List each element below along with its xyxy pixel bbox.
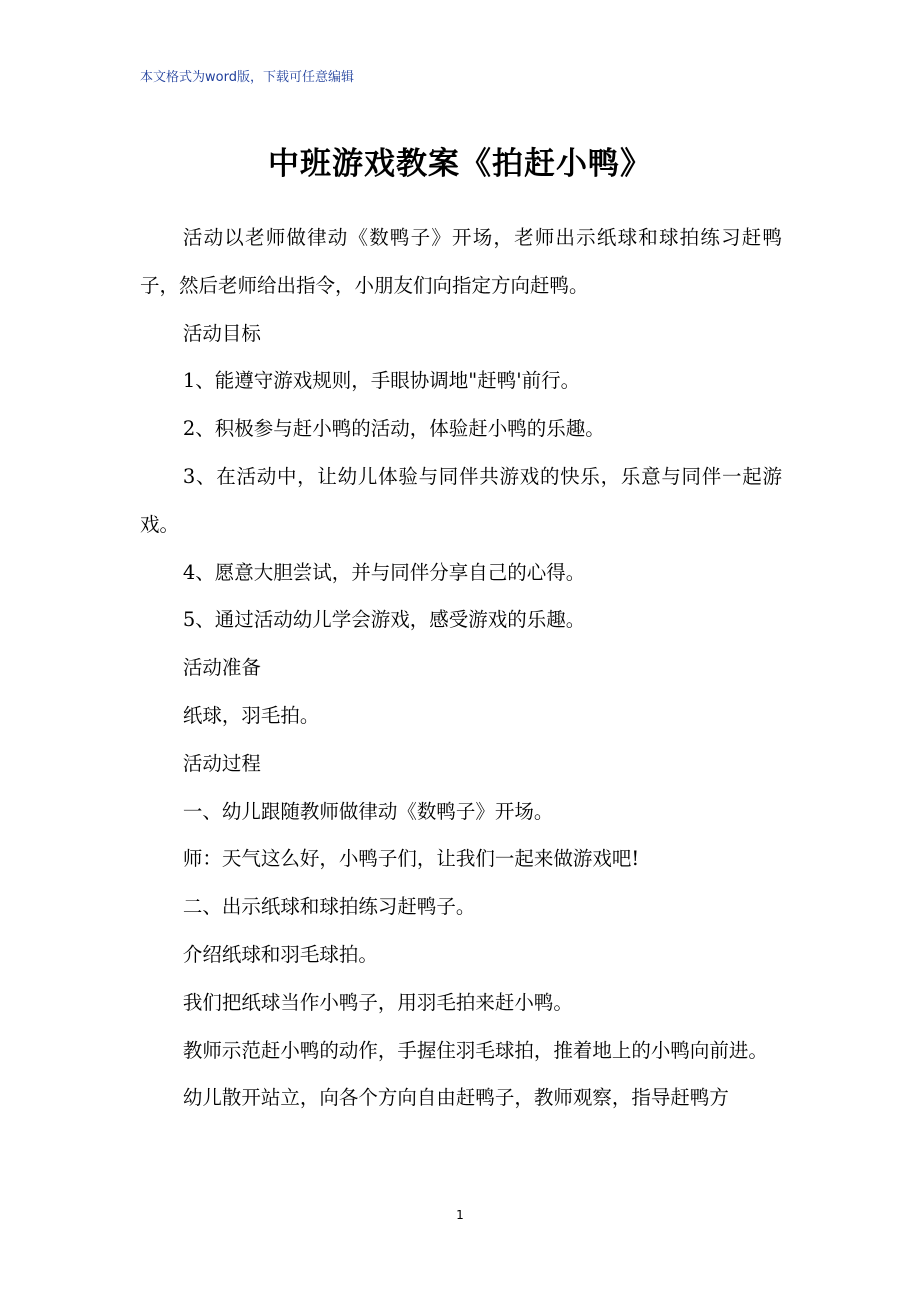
process-step: 教师示范赶小鸭的动作，手握住羽毛球拍，推着地上的小鸭向前进。 <box>182 1038 768 1062</box>
process-step: 我们把纸球当作小鸭子，用羽毛拍来赶小鸭。 <box>182 990 573 1014</box>
document-title: 中班游戏教案《拍赶小鸭》 <box>268 146 652 182</box>
goal-item: 5、通过活动幼儿学会游戏，感受游戏的乐趣。 <box>182 608 586 632</box>
page-number: 1 <box>456 1208 464 1222</box>
process-step: 二、出示纸球和球拍练习赶鸭子。 <box>182 895 476 919</box>
document-body <box>140 214 782 1122</box>
process-step: 一、幼儿跟随教师做律动《数鸭子》开场。 <box>182 799 554 823</box>
process-step: 师：天气这么好，小鸭子们，让我们一起来做游戏吧! <box>182 847 640 871</box>
goal-item: 4、愿意大胆尝试，并与同伴分享自己的心得。 <box>182 560 586 584</box>
header-note: 本文格式为word版，下载可任意编辑 <box>140 70 354 85</box>
goal-item: 1、能遵守游戏规则，手眼协调地"赶鸭'前行。 <box>182 369 581 393</box>
preparation-text: 纸球，羽毛拍。 <box>182 703 320 727</box>
process-step: 介绍纸球和羽毛球拍。 <box>182 942 378 966</box>
section-heading-goals: 活动目标 <box>182 321 261 345</box>
section-heading-preparation: 活动准备 <box>182 656 261 680</box>
section-heading-process: 活动过程 <box>182 751 261 775</box>
goal-item: 3、在活动中，让幼儿体验与同伴共游戏的快乐，乐意与同伴一起游戏。 <box>140 464 782 536</box>
paragraph-intro: 活动以老师做律动《数鸭子》开场，老师出示纸球和球拍练习赶鸭子，然后老师给出指令，小朋友们向指定方向赶鸭。 <box>140 226 782 297</box>
goal-item: 2、积极参与赶小鸭的活动，体验赶小鸭的乐趣。 <box>182 417 605 441</box>
process-step: 幼儿散开站立，向各个方向自由赶鸭子，教师观察，指导赶鸭方 <box>182 1086 729 1110</box>
